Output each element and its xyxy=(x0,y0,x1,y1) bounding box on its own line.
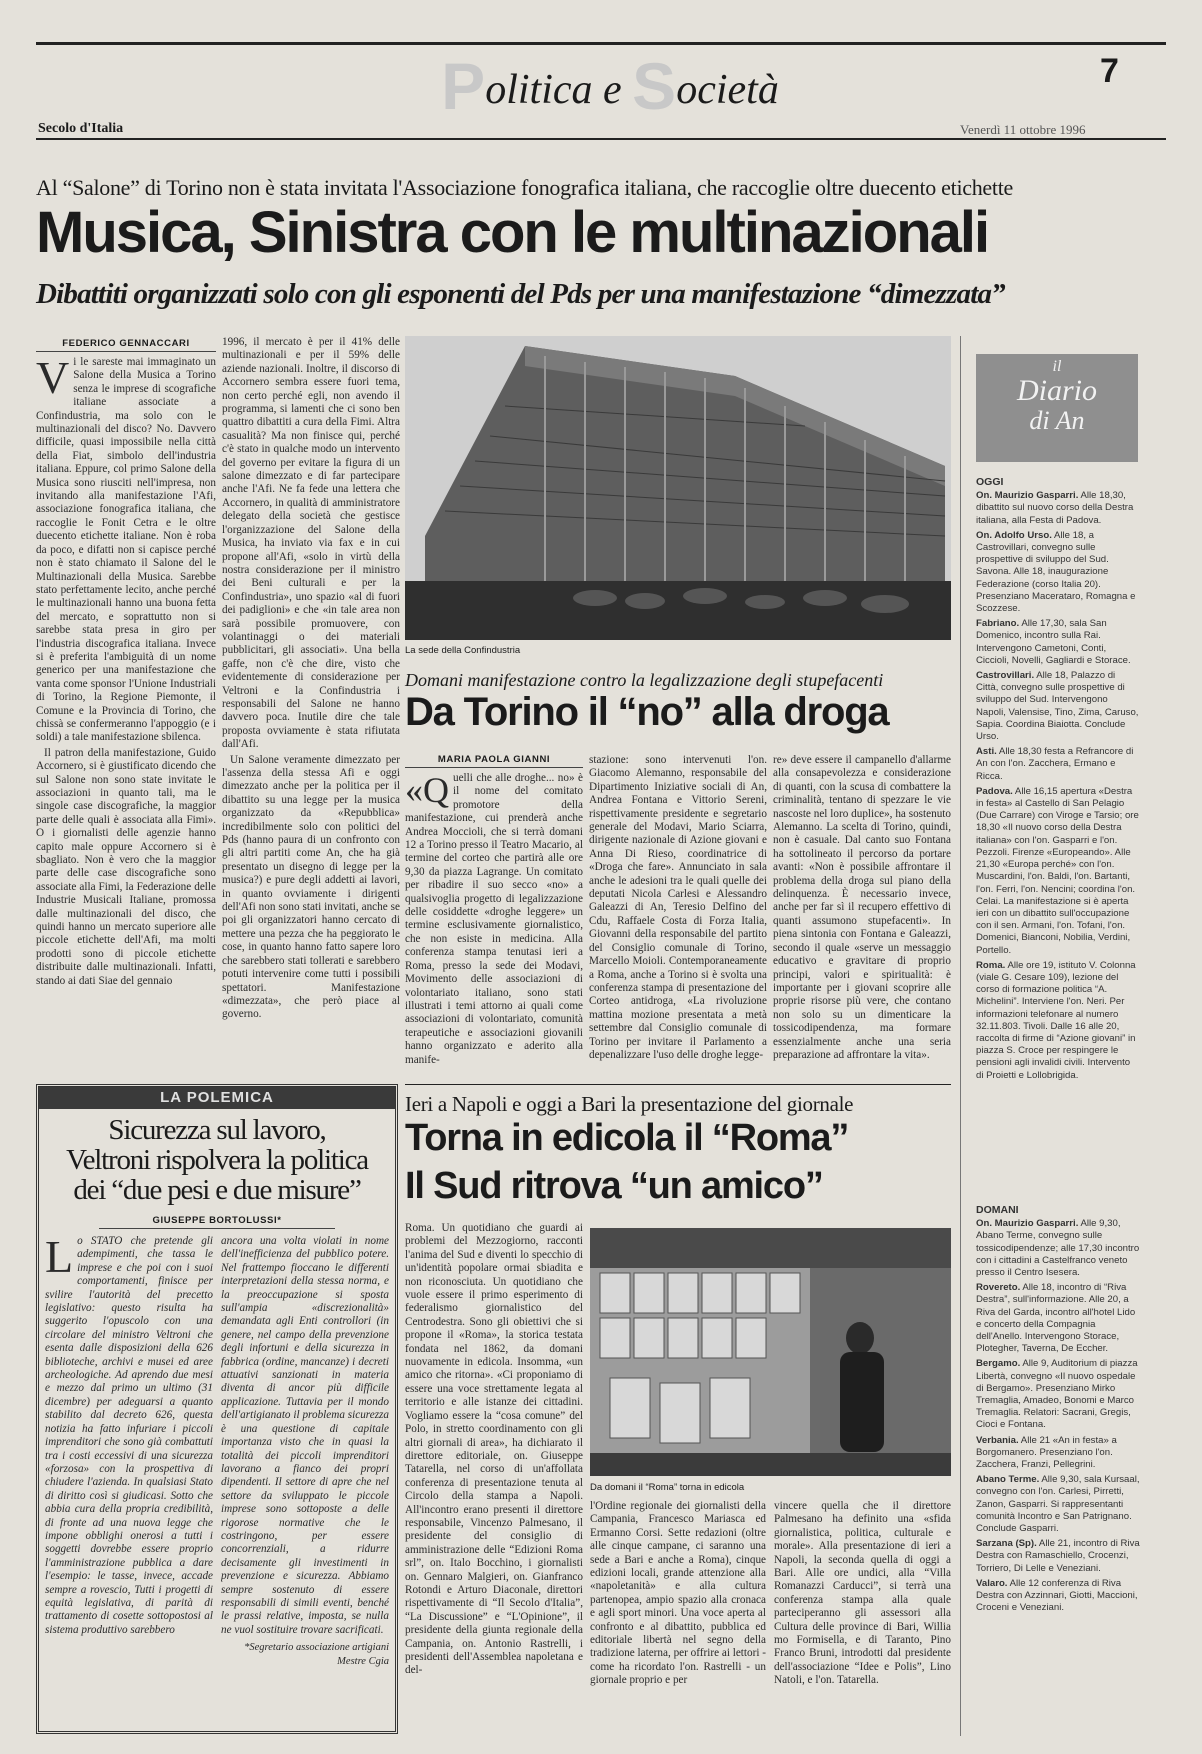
roma-column-3 xyxy=(774,1500,951,1734)
lead-drop-cap: V xyxy=(36,356,70,403)
diary-item-text: Alle 18, incontro di “Riva Destra”, sull'informazione. Alle 20, a Riva del Garda, incontro all'hotel Lido e concerto della Compagnia dell'Anello. Intervengono Storace, Plotegher, Taverna, De Eccher. xyxy=(976,1282,1136,1355)
diary-title-small: il xyxy=(1052,358,1062,375)
diary-item-text: Alle 9, Auditorium di piazza Libertà, convegno «Il nuovo ospedale di Bergamo». Presenziano Mirko Tremaglia, Amadeo, Bonomi e Marco Tremaglia. Relatori: Sacrani, Gregis, Cioci e Fontana. xyxy=(976,1358,1138,1431)
section-title-word-2: ocietà xyxy=(676,67,779,113)
diary-item xyxy=(976,1474,1140,1535)
drug-column-1-text: uelli che alle droghe... no» è il nome del comitato promotore della manifestazione, cui prenderà anche Andrea Moccioli, che si terrà domani 12 a Torino presso il Teatro Macario, al termine del corteo che partirà alle ore 9,30 da piazza Lagrange. Un comitato per ribadire il suo secco «no» a qualsivoglia progetto di legalizzazione delle cosiddette «droghe leggere» un termine esclusivamente giornalistico, che non esiste in medicina. Alla conferenza stampa tenutasi ieri a Roma, presso la sede dei Modavi, Movimento delle associazioni di volontariato italiano, sono stati illustrati i temi attorno ai quali come associazioni di volontariato, comunità terapeutiche e associazioni giovanili hanno organizzato e aderito alla manife- xyxy=(405,772,583,1066)
roma-kicker: Ieri a Napoli e oggi a Bari la presentazione del giornale xyxy=(405,1092,854,1116)
diary-item xyxy=(976,490,1140,527)
diary-item xyxy=(976,746,1140,783)
diary-item xyxy=(976,670,1140,743)
diary-today-label: OGGI xyxy=(976,476,1004,488)
section-title-initial-p: P xyxy=(441,49,486,123)
masthead-rule xyxy=(36,138,1166,140)
building-illustration xyxy=(405,336,951,640)
polemic-column-2-text: ancora una volta violati in nome dell'inefficienza del pubblico potere. Nel frattempo fioccano le differenti interpretazioni della stessa norma, e la preoccupazione si sposta sull'ampia «discrezionalità» demandata agli Enti controllori (in genere, nel campo della prevenzione degli infortuni e della sicurezza in fabbrica (ordine, mancanze) i decreti attuativi sanzionati in materia diventa di ancor più difficile applicazione. Tuttavia per il mondo dell'artigianato il problema sicurezza è una questione di capitale importanza visto che in quasi la totalità dei piccoli imprenditori lavorano a fianco dei propri dipendenti. Il settore di apre che nel settore da sviluppato le piccole imprese sono sottoposte a delle rigorose normative che le costringono, per essere concorrenziali, a ridurre decisamente gli investimenti in prevenzione e sicurezza. Abbiamo sempre sostenuto di essere responsabili di simili eventi, benché le prassi relative, imposta, se nulla ne vuol sostituire trovare sacrificati. xyxy=(221,1235,389,1636)
diary-item xyxy=(976,618,1140,667)
drug-column-2 xyxy=(589,754,767,1068)
polemic-headline-line-3: dei “due pesi e due misure” xyxy=(73,1174,361,1206)
lead-subhead: Dibattiti organizzati solo con gli esponenti del Pds per una manifestazione “dimezzata” xyxy=(36,278,1005,310)
diary-item xyxy=(976,1282,1140,1355)
drug-column-3-text: re» deve essere il campanello d'allarme alla consapevolezza e considerazione di quanti, con la scusa di combattere la criminalità, tentano di spezzare le vie nascoste nel loro duplice», ha sostenuto Alemanno. La scelta di Torino, quindi, non è casuale. Dal canto suo Fontana ha sottolineato il percorso da portare avanti: «Non è possibile affrontare il problema della droga sul piano della delinquenza. È necessario invece, anche per far sì il recupero effettivo di quanti assumono stupefacenti». In piena sintonia con Fontana e Galeazzi, secondo il quale «serve un messaggio educativo e gravitare di proprio principi, valori e spiritualità: è importante per i giovani scoprire alle proprie risorse più vere, che contano non solo su un dimenticare la tossicodipendenza, ma formare essenzialmente anche una seria preparazione ad affrontare la vita». xyxy=(773,754,951,1061)
issue-date: Venerdì 11 ottobre 1996 xyxy=(960,122,1086,137)
roma-top-rule xyxy=(405,1084,951,1085)
diary-item-name: On. Maurizio Gasparri. xyxy=(976,490,1079,502)
diary-today xyxy=(976,472,1140,1192)
diary-item-text: Alle 18,30, dibattito sul nuovo corso della Destra italiana, alla Festa di Padova. xyxy=(976,490,1134,526)
confindustria-photo-caption: La sede della Confindustria xyxy=(405,645,521,656)
drug-column-3 xyxy=(773,754,951,1068)
diary-item-name: Abano Terme. xyxy=(976,1474,1040,1486)
diary-item-text: Alle 17,30, sala San Domenico, incontro sulla Rai. Intervengono Cametoni, Conti, Ciccioli, Novelli, Gagliardi e Storace. xyxy=(976,618,1131,666)
diary-item-name: Verbania. xyxy=(976,1434,1019,1446)
diary-item-name: Asti. xyxy=(976,746,997,758)
diary-item xyxy=(976,1435,1140,1472)
drug-drop-cap: «Q xyxy=(405,772,449,810)
lead-column-2-text: 1996, il mercato è per il 41% delle multinazionali e per il 59% delle aziende nazionali. Inoltre, il discorso di Accornero sembra essere fuori tema, non certo perché egli, non avendo il programma, si lamenti che ci sono ben quattro dibattiti a cura della Fimi. Altra casualità? Ma non finisce qui, perché c'è stato in qualche modo un intervento del governo per evitare la figura di un salone dimezzato e di far partecipare anche l'Afi. Ne fa fede una lettera che Accornero, in qualità di amministratore delegato della società che gestisce l'organizzazione del Salone della Musica, ha inviato via fax e in cui propone all'Afi, «solo in virtù della nostra considerazione per il ministro dei Beni culturali e per la Confindustria», uno spazio «al di fuori dei padiglioni» e che «in tale area non sarà possibile promuovere, con volantinaggi o dei materiali pubblicitari, gli associati». Una bella gaffe, non c'è che dire, visto che evidentemente di considerazione per Veltroni e la Confindustria i responsabili del Salone ne hanno davvero poca. Inutile dire che tale proposta ovviamente è stata rifiutata dall'Afi. xyxy=(222,336,400,751)
diary-item-name: Roma. xyxy=(976,959,1006,971)
confindustria-photo xyxy=(405,336,951,640)
top-rule xyxy=(36,42,1166,45)
diary-item-text: Alle 9,30, sala Kursaal, convegno con l'on. Carlesi, Pirretti, Zanon, Gasparri. Si rappresentanti comunità Incontro e San Patrignano. Conclude Gasparri. xyxy=(976,1474,1140,1535)
paper-name: Secolo d'Italia xyxy=(38,121,124,136)
diary-today-list xyxy=(976,490,1140,1082)
diary-item xyxy=(976,1578,1140,1615)
lead-column-2b-text: Un Salone veramente dimezzato per l'assenza della stessa Afi e oggi dimezzato anche per la politica per il dibattito su una legge per la musica organizzato da «Repubblica» incredibilmente solo con politici del Pds (hanno paura di un confronto con gli altri partiti come An, che ha già presentato un disegno di legge per la musica?) e pure degli addetti ai lavori, in quanto ovviamente i dirigenti dell'Afi non sono stati invitati, anche se poi gli organizzatori hanno cercato di mettere una pezza che ha peggiorato le cose, in quanto hanno fatto sapere loro che sarebbero stati tollerati e sarebbero potuti intervenire come tutti i possibili spettatori. Manifestazione «dimezzata», che però piace al governo. xyxy=(222,753,400,1021)
diary-tomorrow-label: DOMANI xyxy=(976,1204,1019,1216)
lead-byline: FEDERICO GENNACCARI xyxy=(36,338,216,352)
diary-title-box xyxy=(976,354,1138,462)
diary-divider xyxy=(960,336,961,1736)
diary-item-name: Padova. xyxy=(976,785,1013,797)
section-title-word-1: olitica e xyxy=(485,67,633,113)
diary-item xyxy=(976,786,1140,957)
diary-item xyxy=(976,1538,1140,1575)
drug-kicker: Domani manifestazione contro la legalizzazione degli stupefacenti xyxy=(405,670,884,690)
drug-column-2-text: stazione: sono intervenuti l'on. Giacomo Alemanno, responsabile del Dipartimento Iniziative sociali di An, Andrea Fontana e Vittorio Sereni, rispettivamente presidente e segretario generale del Modavi, Mario Sciarra, dirigente nazionale di Azione giovani e Anna Di Rieso, coordinatrice di «Droga che fare». Annunciato in sala anche le adesioni tra le quali quelle dei deputati Nicola Carlesi e Alessandro Galeazzi di An, Teresio Delfino del Cdu, Raffaele Costa di Forza Italia, Giovanni della responsabile del partito del Consiglio comunale di Torino, Marcello Moioli. Contemporaneamente a Roma, anche a Torino si è svolta una conferenza stampa di presentazione del Corteo antidroga, «La rivoluzione mattina mozione presentata a metà settembre dal Consiglio comunale di Torino per invitare il Parlamento a depenalizzare l'uso delle droghe legge- xyxy=(589,754,767,1061)
polemic-label: LA POLEMICA xyxy=(39,1087,395,1109)
diary-item xyxy=(976,960,1140,1082)
roma-column-2-text: l'Ordine regionale dei giornalisti della Campania, Francesco Mariasca ed Ermanno Corsi. Sette redazioni (oltre alle cinque campane, ci saranno una sede a Bari e anche a Roma), cinque edizioni locali, grande attenzione alla «napoletanità» e alla cultura partenopea, ampio spazio alla cronaca e agli sport minori. Una voce aperta al confronto e al dibattito, pubblica ed editoriale libertà nel segno della tradizione laterna, per offrire ai lettori - come ha ricordato l'on. Rastrelli - un giornale proprio e per xyxy=(590,1500,766,1687)
roma-headline-line-1: Torna in edicola il “Roma” xyxy=(405,1117,849,1159)
polemic-headline xyxy=(45,1115,389,1205)
diary-item xyxy=(976,1218,1140,1279)
roma-headline xyxy=(405,1114,951,1210)
lead-kicker: Al “Salone” di Torino non è stata invitata l'Associazione fonografica italiana, che raccoglie oltre duecento etichette xyxy=(36,175,1013,200)
polemic-drop-cap: L xyxy=(45,1235,74,1282)
polemic-signature: *Segretario associazione artigiani Mestre Cgia xyxy=(244,1642,389,1667)
diary-item xyxy=(976,530,1140,615)
diary-item xyxy=(976,1358,1140,1431)
roma-column-2 xyxy=(590,1500,766,1734)
diary-item-text: Alle 18, Palazzo di Città, convegno sulle prospettive di sviluppo del Sud. Intervengono Napoli, Valensise, Tino, Zima, Caruso, Sapia. Coordina Biaiotta. Conclude Urso. xyxy=(976,670,1139,743)
diary-item-name: Valaro. xyxy=(976,1577,1008,1589)
diary-item-name: On. Adolfo Urso. xyxy=(976,529,1052,541)
drug-byline: MARIA PAOLA GIANNI xyxy=(405,754,583,768)
lead-column-1-text: i le sareste mai immaginato un Salone della Musica a Torino senza le imprese di scografiche italiane associate a Confindustria, ma solo con le multinazionali del disco? No. Davvero difficile, quasi impossibile nella città della Fiat, simbolo dell'industria italiana. Eppure, col primo Salone della Musica sono riusciti nell'impresa, non invitando alla manifestazione l'Afi, associazione fonografica italiana, che raccoglie le Fonit Cetra e le oltre duecento etichette italiane. Non è roba da poco, e difatti non si capisce perché non è stato chiamato il Salone del le Multinazionali della Musica. Sarebbe stato perfettamente lecito, anche perché le multinazionali hanno una buona fetta del mercato, e soprattutto non si sarebbe stata presa in giro per l'industria discografica italiana. Invece si è preferita l'ambiguità di un nome generico per una manifestazione che vanta come sponsor l'Unione Industriali di Torino, la Regione Piemonte, il Comune e la Provincia di Torino, che chissà se confermeranno l'appoggio (e i soldi) a tale manifestazione sbilenca. xyxy=(36,356,216,744)
polemic-headline-line-2: Veltroni rispolvera la politica xyxy=(66,1144,368,1176)
roma-headline-line-2: Il Sud ritrova “un amico” xyxy=(405,1165,823,1207)
diary-item-name: Rovereto. xyxy=(976,1282,1021,1294)
diary-title-2: di An xyxy=(1029,406,1085,435)
page-number: 7 xyxy=(1100,52,1119,90)
lead-column-1b-text: Il patron della manifestazione, Guido Accornero, si è giustificato dicendo che sul Salone non sono state invitate le associazioni in quanto tali, ma le singole case discografiche, la maggior parte delle quali è associata alla Fimi». O i giornalisti delle agenzie hanno capito male oppure Accornero si è sbagliato. Non è vero che la maggior parte delle case discografiche sono associate alla Fimi, la Federazione delle Industrie Musicali Italiane, promossa dalle multinazionali del disco, che quindi hanno un mercato superiore alle piccole etichette dell'Afi, ma molti prodotti sono di piccole etichette distribuite dalle multinazionali. Infatti, stando ai dati Siae del gennaio xyxy=(36,746,216,987)
diary-item-text: Alle 18, a Castrovillari, convegno sulle prospettive di sviluppo del Sud. Savona. Alle 18, inaugurazione Federazione (corso Italia 20). Presenziano Macerataro, Romagna e Scozzese. xyxy=(976,529,1136,615)
diary-item-name: Castrovillari. xyxy=(976,670,1035,682)
polemic-headline-line-1: Sicurezza sul lavoro, xyxy=(108,1114,326,1146)
diary-item-name: Fabriano. xyxy=(976,618,1020,630)
diary-tomorrow xyxy=(976,1200,1140,1734)
diary-title-1: Diario xyxy=(1016,374,1097,407)
diary-item-text: Alle ore 19, istituto V. Colonna (viale G. Cesare 109), lezione del corso di formazione politica “A. Michelini”. Interviene l'on. Neri. Per informazioni telefonare al numero 32.11.803. Tivoli. Dalle 16 alle 20, raccolta di firme di “Azione giovani” in piazza S. Croce per respingere le pensioni agli invalidi civili. Intervento di Proietti e Lollobrigida. xyxy=(976,959,1136,1081)
section-title-initial-s: S xyxy=(632,49,677,123)
diary-tomorrow-list xyxy=(976,1218,1140,1614)
drug-column-1 xyxy=(405,772,583,1068)
polemic-column-1-text: o STATO che pretende gli adempimenti, che tassa le imprese e che poi con i suoi comportamenti, finisce per svilire l'autorità del precetto legislativo: questo risulta ha suggerito l'opuscolo con una circolare del ministro Veltroni che esenta dalle disposizioni della 626 biblioteche, archivi e musei ed aree archeologiche. Ad aprendo due mesi e mezzo dal primo un ultimo (31 dicembre) per adeguarsi a quanto stabilito dal decreto 626, questa notizia ha fatto infuriare i piccoli imprenditori che sono già combattuti tra i costi eccessivi di una sicurezza «forzosa» con la prospettiva di chiudere l'azienda. In qualsiasi Stato di diritto così si giudicasi. Sotto che abbia cura della propria credibilità, di fronte ad una nuova legge che impone obblighi onerosi a tutti i soggetti dovrebbe essere proprio l'amministrazione pubblica a dare l'esempio: le tasse, invece, accade sempre a rovescio, Tutti i progetti di equità legislativa, di parità di trattamento di cosette sottopostosi al sistema produttivo sarebbero xyxy=(45,1235,213,1636)
diary-item-text: Alle 16,15 apertura «Destra in festa» al Castello di San Pelagio (Due Carrare) con Viroge e Tarsio; ore 18,30 «Il nuovo corso della Destra italiana» con l'on. Gasparri e l'on. Pezzoli. Firenze «Europeando». Alle 21,30 «Europa perché» con l'on. Muscardini, l'on. Baldi, l'on. Bartanti, l'on. Ferri, l'on. Nencini; coordina l'on. Celai. La manifestazione si è aperta ieri con un dibattito sull'occupazione con il sen. Armani, l'on. Tofani, l'on. Domenici, Bianconi, Nobilia, Verdini, Portello. xyxy=(976,785,1139,956)
newsstand-photo xyxy=(590,1228,951,1476)
polemic-box xyxy=(36,1084,398,1734)
newsstand-photo-caption: Da domani il “Roma” torna in edicola xyxy=(590,1482,745,1493)
diary-item-text: Alle 18,30 festa a Refrancore di An con l'on. Zacchera, Ermano e Ricca. xyxy=(976,746,1134,782)
diary-item-text: Alle 21 «An in festa» a Borgomanero. Presenziano l'on. Zacchera, Franzi, Pellegrini. xyxy=(976,1434,1117,1471)
diary-item-name: On. Maurizio Gasparri. xyxy=(976,1218,1079,1230)
polemic-column-2 xyxy=(221,1235,389,1725)
diary-item-text: Alle 12 conferenza di Riva Destra con Azzinnari, Giotti, Maccioni, Croceni e Veneziani. xyxy=(976,1577,1138,1614)
polemic-byline: GIUSEPPE BORTOLUSSI* xyxy=(99,1215,335,1229)
lead-headline: Musica, Sinistra con le multinazionali xyxy=(36,200,989,265)
diary-item-name: Bergamo. xyxy=(976,1358,1021,1370)
section-title xyxy=(400,48,820,123)
roma-column-1-text: Roma. Un quotidiano che guardi ai problemi del Mezzogiorno, racconti l'anima del Sud e diventi lo specchio di un'identità popolare ormai sbiadita e non riconosciuta. Un quotidiano che vuole essere il primo esperimento di federalismo giornalistico del Centrodestra. Sono gli obiettivi che si propone il «Roma», la storica testata fondata nel 1862, da domani nuovamente in edicola. Insomma, «un amico che ritorna». «Ci proponiamo di essere una voce strettamente legata al territorio e alle istanze dei cittadini. Vogliamo essere la “cosa comune” del Polo, in stretto coordinamento con gli altri giornali di area», ha dichiarato il direttore editoriale, on. Giuseppe Tatarella, nel corso di un'affollata conferenza di presentazione tenuta al Circolo della stampa a Napoli. All'incontro erano presenti il direttore responsabile, Vincenzo Palmesano, il presidente del consiglio di amministrazione delle “Edizioni Roma srl”, on. Italo Bocchino, i giornalisti on. Gennaro Malgieri, on. Gianfranco Rotondi e Arturo Diaconale, direttori rispettivamente di “Il Secolo d'Italia”, “La Discussione” e “L'Opinione”, il presidente della giunta regionale della Campania, on. Antonio Rastrelli, i presidenti dell'Assemblea napoletana e del- xyxy=(405,1222,583,1677)
newsstand-illustration xyxy=(590,1228,951,1476)
drug-headline: Da Torino il “no” alla droga xyxy=(405,690,889,734)
diary-item-text: Alle 9,30, Abano Terme, convegno sulle tossicodipendenze; alle 17,30 incontro con i cittadini a Castelfranco veneto presso il Centro Isesera. xyxy=(976,1218,1140,1279)
polemic-column-1 xyxy=(45,1235,213,1725)
diary-item-text: Alle 21, incontro di Riva Destra con Ramaschiello, Crocenzi, Torriero, Di Lelle e Veneziani. xyxy=(976,1538,1140,1574)
roma-column-1 xyxy=(405,1222,583,1734)
roma-column-3-text: vincere quella che il direttore Palmesano ha definito una «sfida giornalistica, politica, culturale e morale». Alla presentazione di ieri a Napoli, la seconda quella di oggi a Bari. Alle ore undici, alla “Villa Romanazzi Carducci”, si terrà una conferenza stampa alla quale parteciperanno gli assessori alla Cultura delle province di Bari, Willia mo Formisella, e di Taranto, Pino Franco Bruni, introdotti dal presidente dell'associazione “Idee e Polis”, Lino Natoli, e l'on. Tatarella. xyxy=(774,1500,951,1687)
lead-column-1 xyxy=(36,356,216,1068)
lead-column-2 xyxy=(222,336,400,1068)
diary-item-name: Sarzana (Sp). xyxy=(976,1538,1037,1550)
